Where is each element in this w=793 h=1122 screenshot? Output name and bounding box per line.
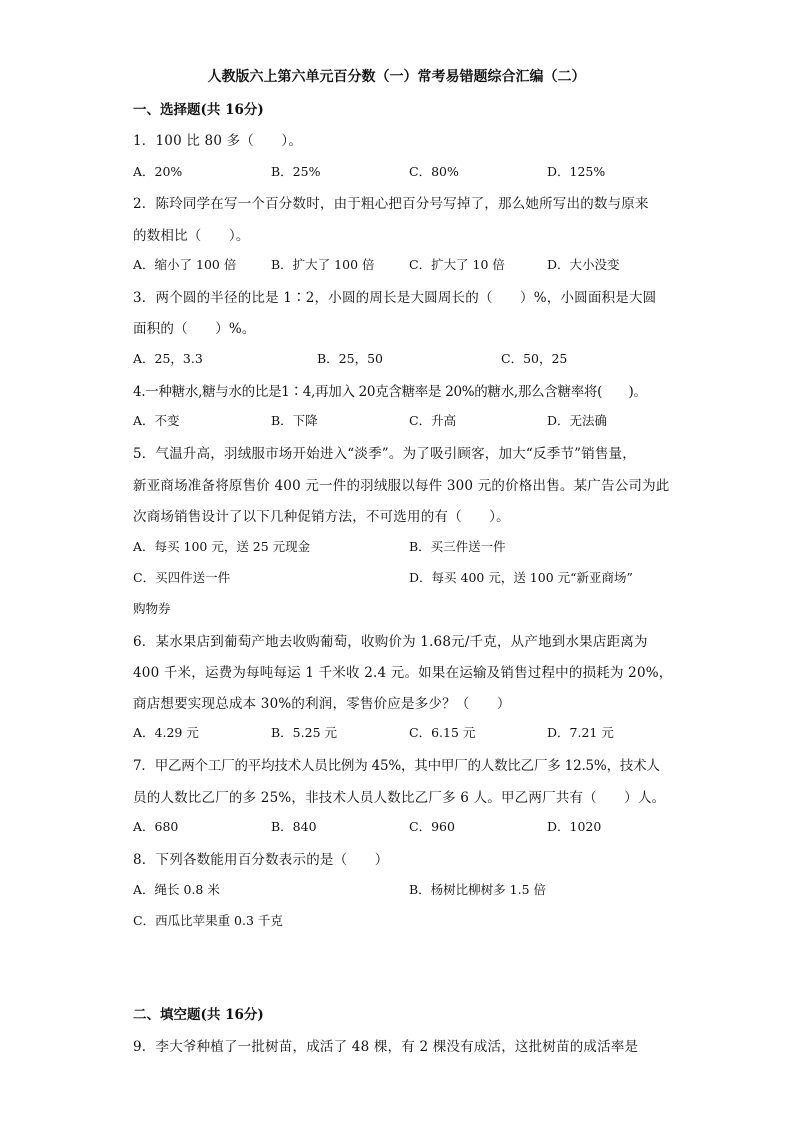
q3-option-b: B．25，50	[317, 351, 383, 366]
section-heading-fill-blank: 二、填空题(共 16分)	[133, 1007, 264, 1023]
q8-option-c: C．西瓜比苹果重 0.3 千克	[133, 913, 283, 928]
q3-option-c: C．50，25	[501, 351, 568, 366]
q6-option-d: D．7.21 元	[547, 725, 614, 740]
question-5-line-3: 次商场销售设计了以下几种促销方法，不可选用的有（ ）。	[133, 509, 510, 525]
q4-option-b: B．下降	[271, 413, 318, 428]
q1-option-d: D．125%	[547, 164, 606, 179]
q7-option-d: D．1020	[547, 819, 602, 834]
question-5-line-1: 5．气温升高，羽绒服市场开始进入“淡季”。为了吸引顾客，加大“反季节”销售量，	[133, 446, 636, 462]
q8-option-b: B．杨树比柳树多 1.5 倍	[409, 882, 547, 897]
q2-option-a: A．缩小了 100 倍	[133, 257, 237, 272]
q6-option-a: A．4.29 元	[133, 725, 199, 740]
q4-option-a: A．不变	[133, 413, 180, 428]
q4-option-d: D．无法确	[547, 413, 608, 428]
q7-option-b: B．840	[271, 819, 317, 834]
question-3-line-1: 3．两个圆的半径的比是 1∶2，小圆的周长是大圆周长的（ ）%，小圆面积是大圆	[133, 290, 657, 306]
q3-option-a: A．25，3.3	[133, 351, 203, 366]
question-2-line-1: 2．陈玲同学在写一个百分数时，由于粗心把百分号写掉了，那么她所写出的数与原来	[133, 196, 649, 212]
q6-option-b: B．5.25 元	[271, 725, 337, 740]
q5-option-d: D．每买 400 元，送 100 元“新亚商场”	[409, 570, 633, 585]
q4-option-c: C．升高	[409, 413, 457, 428]
q5-option-b: B．买三件送一件	[409, 539, 506, 554]
question-5-line-2: 新亚商场准备将原售价 400 元一件的羽绒服以每件 300 元的价格出售。某广告公司为此	[133, 478, 670, 494]
question-2-line-2: 的数相比（ ）。	[133, 228, 250, 244]
question-6-line-3: 商店想要实现总成本 30%的利润，零售价应是多少？（ ）	[133, 696, 511, 712]
question-1: 1．100 比 80 多（ ）。	[133, 133, 303, 149]
q5-option-c: C．买四件送一件	[133, 570, 231, 585]
question-4: 4.一种糖水,糖与水的比是1∶4,再加入 20克含糖率是 20%的糖水,那么含糖率将( )。	[133, 384, 647, 400]
q1-option-b: B．25%	[271, 164, 321, 179]
q7-option-c: C．960	[409, 819, 455, 834]
question-7-line-2: 员的人数比乙厂的多 25%，非技术人员人数比乙厂多 6 人。甲乙两厂共有（ ）人。	[133, 790, 666, 806]
question-8: 8．下列各数能用百分数表示的是（ ）	[133, 852, 389, 868]
question-3-line-2: 面积的（ ）%。	[133, 321, 256, 337]
section-heading-choice: 一、选择题(共 16分)	[133, 102, 264, 118]
page-title: 人教版六上第六单元百分数（一）常考易错题综合汇编（二）	[207, 69, 586, 85]
q8-option-a: A．绳长 0.8 米	[133, 882, 220, 897]
q2-option-d: D．大小没变	[547, 257, 620, 272]
q5-option-a: A．每买 100 元，送 25 元现金	[133, 539, 311, 554]
q7-option-a: A．680	[133, 819, 179, 834]
q1-option-a: A．20%	[133, 164, 183, 179]
q1-option-c: C．80%	[409, 164, 459, 179]
q6-option-c: C．6.15 元	[409, 725, 476, 740]
question-6-line-2: 400 千米，运费为每吨每运 1 千米收 2.4 元。如果在运输及销售过程中的损耗为 20%，	[133, 665, 673, 681]
q2-option-c: C．扩大了 10 倍	[409, 257, 505, 272]
q2-option-b: B．扩大了 100 倍	[271, 257, 375, 272]
question-7-line-1: 7．甲乙两个工厂的平均技术人员比例为 45%，其中甲厂的人数比乙厂多 12.5%，技术人	[133, 758, 660, 774]
q5-option-d-continued: 购物券	[133, 601, 171, 616]
question-9-line-1: 9．李大爷种植了一批树苗，成活了 48 棵，有 2 棵没有成活，这批树苗的成活率是	[133, 1039, 639, 1055]
question-6-line-1: 6．某水果店到葡萄产地去收购葡萄，收购价为 1.68元/千克，从产地到水果店距离为	[133, 634, 648, 650]
